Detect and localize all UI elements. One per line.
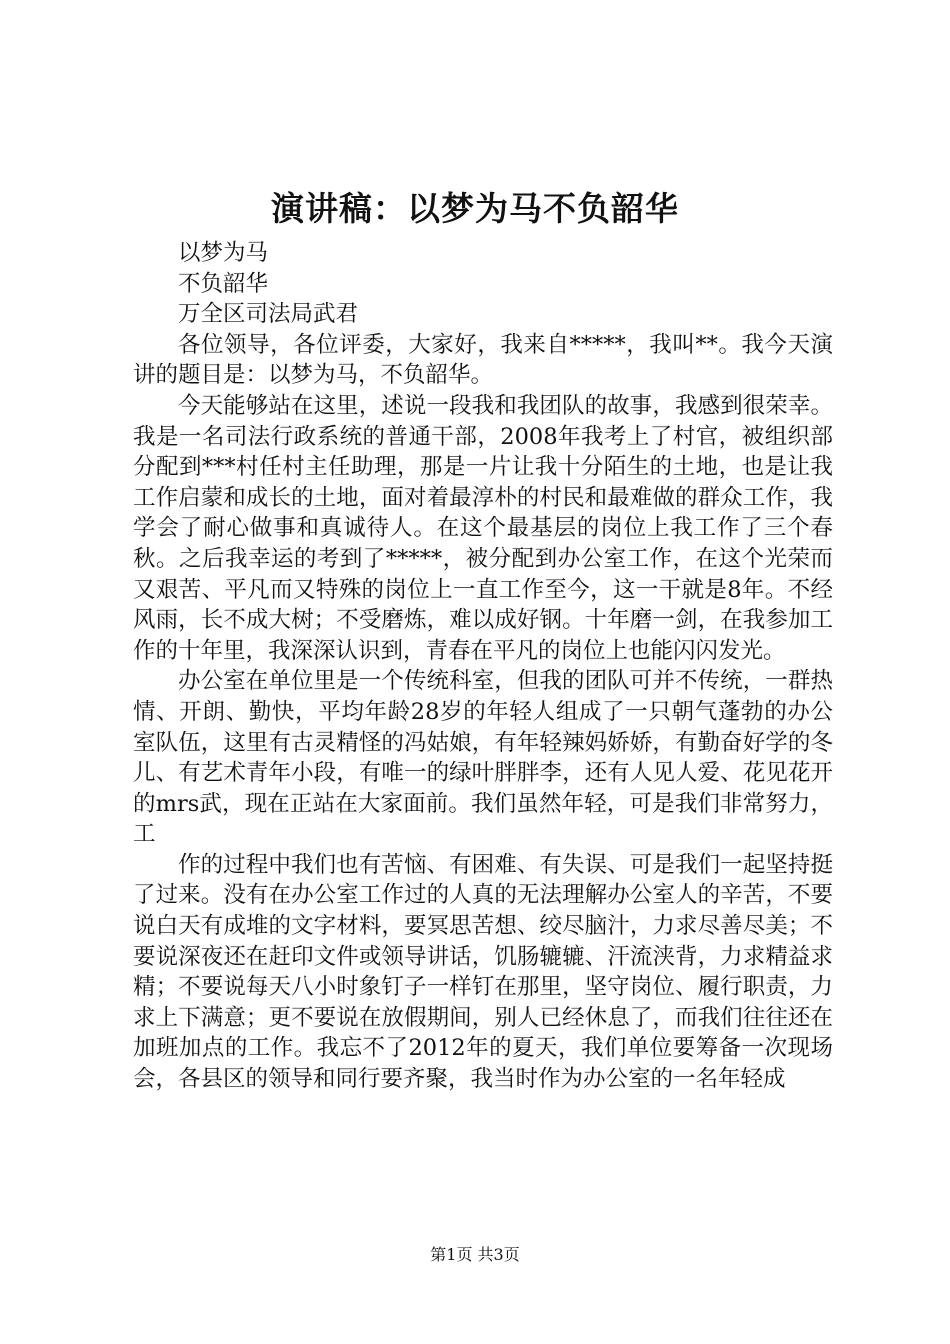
- paragraph-greeting: 各位领导，各位评委，大家好，我来自*****，我叫**。我今天演讲的题目是：以梦为马，不负韶华。: [133, 331, 833, 389]
- author-line: 万全区司法局武君: [178, 301, 359, 328]
- paragraph-work: 作的过程中我们也有苦恼、有困难、有失误、可是我们一起坚持挺了过来。没有在办公室工作过的人真的无法理解办公室人的辛苦，不要说白天有成堆的文字材料，要冥思苦想、绞尽脑汁，力求尽善尽美；不要说深夜还在赶印文件或领导讲话，饥肠辘辘、汗流浃背，力求精益求精；不要说每天八小时象钉子一样钉在那里，坚守岗位、履行职责，力求上下满意；更不要说在放假期间，别人已经休息了，而我们往往还在加班加点的工作。我忘不了2012年的夏天，我们单位要筹备一次现场会，各县区的领导和同行要齐聚，我当时作为办公室的一名年轻成: [133, 851, 833, 1093]
- document-body: [133, 238, 833, 1095]
- page-footer: 第1页 共3页: [430, 1245, 520, 1264]
- subtitle-line-2: 不负韶华: [178, 270, 269, 297]
- paragraph-career: 今天能够站在这里，述说一段我和我团队的故事，我感到很荣幸。我是一名司法行政系统的普通干部，2008年我考上了村官，被组织部分配到***村任村主任助理，那是一片让我十分陌生的土地，也是让我工作启蒙和成长的土地，面对着最淳朴的村民和最难做的群众工作，我学会了耐心做事和真诚待人。在这个最基层的岗位上我工作了三个春秋。之后我幸运的考到了*****，被分配到办公室工作，在这个光荣而又艰苦、平凡而又特殊的岗位上一直工作至今，这一干就是8年。不经风雨，长不成大树；不受磨炼，难以成好钢。十年磨一剑，在我参加工作的十年里，我深深认识到，青春在平凡的岗位上也能闪闪发光。: [133, 392, 833, 664]
- subtitle-line-1: 以梦为马: [178, 240, 269, 266]
- document-title: 演讲稿：以梦为马不负韶华: [271, 189, 679, 228]
- paragraph-team: 办公室在单位里是一个传统科室，但我的团队可并不传统，一群热情、开朗、勤快，平均年龄28岁的年轻人组成了一只朝气蓬勃的办公室队伍，这里有古灵精怪的冯姑娘，有年轻辣妈娇娇，有勤奋好学的冬儿、有艺术青年小段，有唯一的绿叶胖胖李，还有人见人爱、花见花开的mrs武，现在正站在大家面前。我们虽然年轻，可是我们非常努力，工: [133, 668, 833, 848]
